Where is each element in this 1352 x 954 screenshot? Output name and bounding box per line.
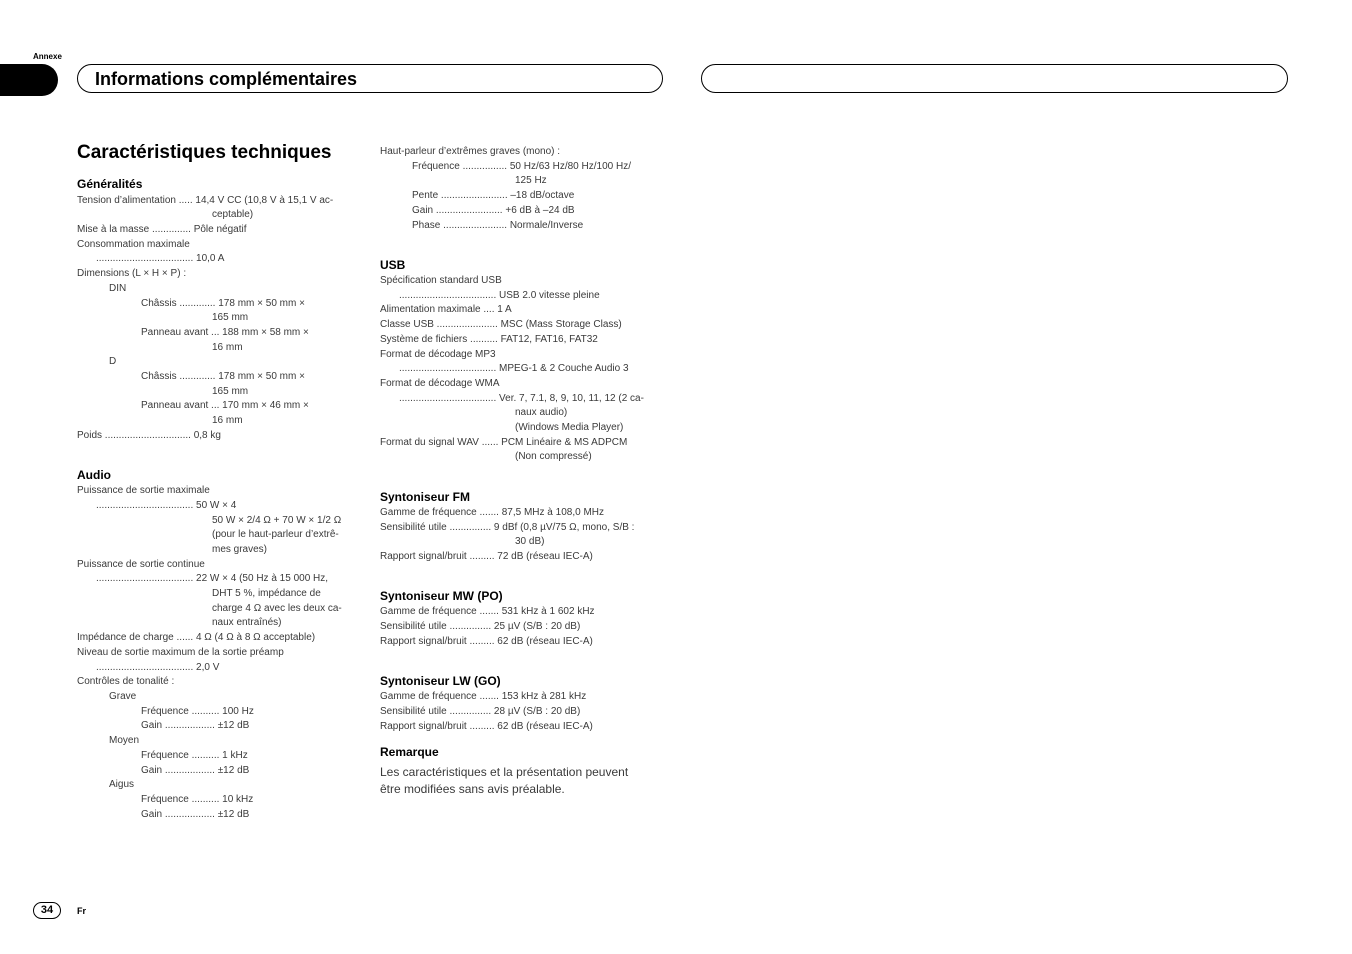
spec-line: 125 Hz — [515, 175, 547, 186]
spec-line: ................................... 2,0 V — [96, 662, 220, 673]
heading-usb: USB — [380, 258, 406, 272]
spec-line: Impédance de charge ...... 4 Ω (4 Ω à 8 Ω acceptable) — [77, 632, 316, 643]
section-title: Informations complémentaires — [95, 69, 358, 89]
spec-line: Gamme de fréquence ....... 153 kHz à 281 kHz — [380, 691, 587, 702]
heading-generalites: Généralités — [77, 177, 143, 191]
spec-line: Dimensions (L × H × P) : — [77, 268, 187, 279]
spec-line: Châssis ............. 178 mm × 50 mm × — [141, 371, 305, 382]
spec-line: 16 mm — [212, 342, 243, 353]
language-code: Fr — [77, 906, 86, 916]
spec-line: Classe USB ...................... MSC (Mass Storage Class) — [380, 319, 622, 330]
spec-line: Châssis ............. 178 mm × 50 mm × — [141, 298, 305, 309]
heading-syntoniseur-lw: Syntoniseur LW (GO) — [380, 674, 501, 688]
spec-line: ceptable) — [212, 209, 254, 220]
spec-line: ................................... MPEG-1 & 2 Couche Audio 3 — [399, 363, 629, 374]
heading-remarque: Remarque — [380, 745, 439, 759]
page-number: 34 — [33, 902, 61, 919]
spec-line: Panneau avant ... 188 mm × 58 mm × — [141, 327, 309, 338]
spec-line: Système de fichiers .......... FAT12, FAT16, FAT32 — [380, 334, 598, 345]
spec-line: Fréquence ................ 50 Hz/63 Hz/80 Hz/100 Hz/ — [412, 161, 631, 172]
spec-line: Puissance de sortie continue — [77, 559, 205, 570]
heading-audio: Audio — [77, 468, 111, 482]
spec-line: 165 mm — [212, 312, 249, 323]
spec-line: Gamme de fréquence ....... 87,5 MHz à 108,0 MHz — [380, 507, 604, 518]
spec-line: Pente ........................ –18 dB/octave — [412, 190, 575, 201]
spec-line: Fréquence .......... 10 kHz — [141, 794, 254, 805]
annexe-label: Annexe — [33, 52, 62, 61]
spec-line: Sensibilité utile ............... 9 dBf (0,8 µV/75 Ω, mono, S/B : — [380, 522, 635, 533]
spec-line: Grave — [109, 691, 137, 702]
spec-line: Contrôles de tonalité : — [77, 676, 175, 687]
chapter-tab-marker — [0, 64, 58, 96]
spec-line: ................................... 50 W × 4 — [96, 500, 237, 511]
spec-line: 16 mm — [212, 415, 243, 426]
spec-line: (Windows Media Player) — [515, 422, 624, 433]
heading-syntoniseur-fm: Syntoniseur FM — [380, 490, 471, 504]
spec-line: Format de décodage WMA — [380, 378, 500, 389]
spec-line: charge 4 Ω avec les deux ca- — [212, 603, 342, 614]
spec-line: Fréquence .......... 1 kHz — [141, 750, 248, 761]
spec-line: Tension d’alimentation ..... 14,4 V CC (10,8 V à 15,1 V ac- — [77, 195, 334, 206]
page-title: Caractéristiques techniques — [77, 142, 332, 163]
spec-line: 30 dB) — [515, 536, 545, 547]
heading-syntoniseur-mw: Syntoniseur MW (PO) — [380, 589, 503, 603]
spec-line: Phase ....................... Normale/Inverse — [412, 220, 584, 231]
spec-line: D — [109, 356, 117, 367]
spec-line: Mise à la masse .............. Pôle négatif — [77, 224, 247, 235]
spec-line: 50 W × 2/4 Ω + 70 W × 1/2 Ω — [212, 515, 342, 526]
spec-line: DIN — [109, 283, 127, 294]
remark-line: Les caractéristiques et la présentation peuvent — [380, 765, 629, 779]
spec-line: Niveau de sortie maximum de la sortie préamp — [77, 647, 284, 658]
spec-line: Format du signal WAV ...... PCM Linéaire & MS ADPCM — [380, 437, 628, 448]
spec-line: Haut-parleur d’extrêmes graves (mono) : — [380, 146, 561, 157]
spec-line: Rapport signal/bruit ......... 62 dB (réseau IEC-A) — [380, 636, 593, 647]
spec-line: ................................... USB 2.0 vitesse pleine — [399, 290, 600, 301]
spec-line: Gain .................. ±12 dB — [141, 765, 250, 776]
spec-line: Consommation maximale — [77, 239, 190, 250]
spec-line: Gain .................. ±12 dB — [141, 720, 250, 731]
spec-line: Gain .................. ±12 dB — [141, 809, 250, 820]
spec-line: mes graves) — [212, 544, 268, 555]
spec-line: Panneau avant ... 170 mm × 46 mm × — [141, 400, 309, 411]
spec-line: Spécification standard USB — [380, 275, 502, 286]
spec-line: Poids ............................... 0,8 kg — [77, 430, 221, 441]
spec-line: DHT 5 %, impédance de — [212, 588, 321, 599]
spec-line: Sensibilité utile ............... 28 µV (S/B : 20 dB) — [380, 706, 581, 717]
spec-line: Sensibilité utile ............... 25 µV (S/B : 20 dB) — [380, 621, 581, 632]
spec-line: Format de décodage MP3 — [380, 349, 496, 360]
spec-line: Fréquence .......... 100 Hz — [141, 706, 254, 717]
spec-line: naux audio) — [515, 407, 568, 418]
empty-title-frame — [701, 64, 1288, 93]
spec-line: Aigus — [109, 779, 135, 790]
spec-line: naux entraînés) — [212, 617, 282, 628]
spec-line: Rapport signal/bruit ......... 62 dB (réseau IEC-A) — [380, 721, 593, 732]
spec-line: Gain ........................ +6 dB à –24 dB — [412, 205, 575, 216]
spec-line: Moyen — [109, 735, 140, 746]
spec-line: (Non compressé) — [515, 451, 592, 462]
spec-line: (pour le haut-parleur d’extrê- — [212, 529, 339, 540]
spec-line: ................................... 10,0 A — [96, 253, 225, 264]
spec-line: 165 mm — [212, 386, 249, 397]
remark-line: être modifiées sans avis préalable. — [380, 782, 565, 796]
spec-line: Alimentation maximale .... 1 A — [380, 304, 512, 315]
spec-line: Gamme de fréquence ....... 531 kHz à 1 602 kHz — [380, 606, 595, 617]
spec-line: ................................... Ver. 7, 7.1, 8, 9, 10, 11, 12 (2 ca- — [399, 393, 644, 404]
spec-line: Rapport signal/bruit ......... 72 dB (réseau IEC-A) — [380, 551, 593, 562]
spec-line: Puissance de sortie maximale — [77, 485, 210, 496]
spec-line: ................................... 22 W × 4 (50 Hz à 15 000 Hz, — [96, 573, 329, 584]
